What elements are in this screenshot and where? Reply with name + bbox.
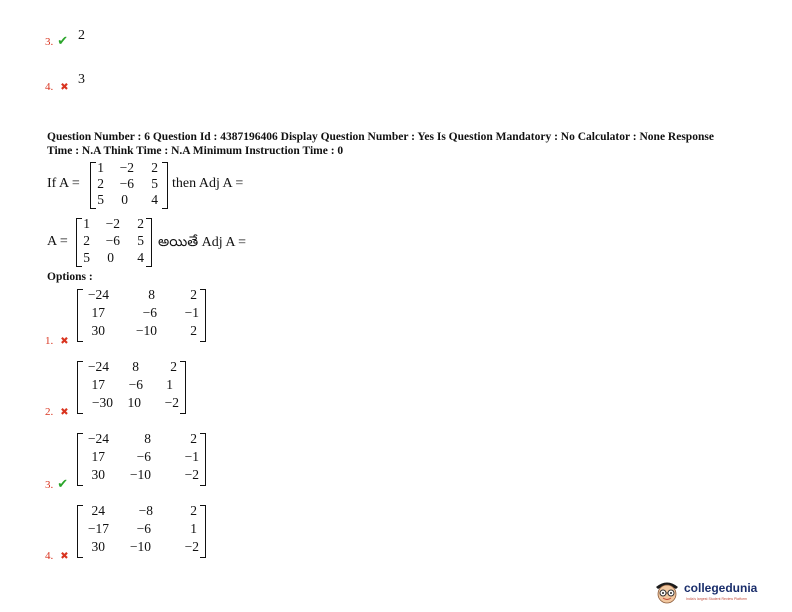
logo-tagline: India's largest Student Review Platform xyxy=(686,597,747,601)
options-label: Options : xyxy=(47,271,93,283)
option-1-matrix[interactable] xyxy=(77,287,207,343)
matrix-cell: −2 xyxy=(164,395,179,410)
matrix-cell: 2 xyxy=(83,233,90,248)
matrix-cell: 17 xyxy=(91,305,105,320)
matrix-cell: 8 xyxy=(132,359,139,374)
matrix-cell: −6 xyxy=(142,305,157,320)
matrix-cell: −6 xyxy=(105,233,120,248)
matrix-cell: −6 xyxy=(128,377,143,392)
option-1-number: 1. xyxy=(45,335,54,347)
option-3-marker xyxy=(45,475,68,493)
prev-option-4 xyxy=(45,77,69,95)
logo-mascot-icon xyxy=(652,578,682,606)
prev-option-3-value: 2 xyxy=(78,28,85,43)
prev-option-4-value: 3 xyxy=(78,72,85,87)
matrix-cell: 0 xyxy=(107,250,114,265)
matrix-cell: 8 xyxy=(144,431,151,446)
cross-icon: ✖ xyxy=(60,82,69,93)
matrix-cell: −17 xyxy=(87,521,109,536)
matrix-cell: 2 xyxy=(190,323,197,338)
matrix-cell: 17 xyxy=(91,377,105,392)
option-3-number: 3. xyxy=(45,479,54,491)
matrix-cell: 30 xyxy=(91,323,105,338)
matrix-cell: 0 xyxy=(121,192,128,207)
option-4-marker xyxy=(45,546,69,564)
matrix-cell: −24 xyxy=(87,431,109,446)
question-te-prefix: A = xyxy=(47,234,68,249)
matrix-cell: −2 xyxy=(105,216,120,231)
option-2-matrix[interactable] xyxy=(77,359,192,415)
matrix-cell: −2 xyxy=(119,160,134,175)
matrix-cell: 5 xyxy=(97,192,104,207)
question-te-suffix: అయితే Adj A = xyxy=(158,235,247,250)
matrix-cell: 30 xyxy=(91,539,105,554)
prev-option-3 xyxy=(45,32,68,50)
matrix-cell: −1 xyxy=(184,449,199,464)
option-1-marker xyxy=(45,331,69,349)
matrix-cell: 1 xyxy=(190,521,197,536)
matrix-cell: 30 xyxy=(91,467,105,482)
matrix-cell: 10 xyxy=(127,395,141,410)
question-en-suffix: then Adj A = xyxy=(172,176,244,191)
check-icon: ✔ xyxy=(57,476,69,491)
matrix-cell: 2 xyxy=(170,359,177,374)
option-4-number: 4. xyxy=(45,550,54,562)
collegedunia-logo xyxy=(652,578,784,606)
option-2-marker xyxy=(45,402,69,420)
question-te-matrix xyxy=(76,216,156,268)
matrix-cell: −6 xyxy=(136,449,151,464)
matrix-cell: −6 xyxy=(136,521,151,536)
matrix-cell: 2 xyxy=(190,287,197,302)
matrix-cell: −8 xyxy=(138,503,153,518)
option-2-number: 2. xyxy=(45,406,54,418)
matrix-cell: −10 xyxy=(129,539,151,554)
prev-option-3-number: 3. xyxy=(45,36,54,48)
matrix-cell: −10 xyxy=(135,323,157,338)
matrix-cell: −30 xyxy=(91,395,113,410)
matrix-cell: −1 xyxy=(184,305,199,320)
matrix-cell: 5 xyxy=(83,250,90,265)
matrix-cell: 2 xyxy=(190,431,197,446)
option-3-matrix[interactable] xyxy=(77,431,207,487)
matrix-cell: 4 xyxy=(151,192,158,207)
logo-name: collegedunia xyxy=(684,581,758,595)
matrix-cell: 2 xyxy=(137,216,144,231)
matrix-cell: −6 xyxy=(119,176,134,191)
matrix-cell: 5 xyxy=(137,233,144,248)
matrix-cell: −24 xyxy=(87,287,109,302)
check-icon: ✔ xyxy=(57,33,69,48)
matrix-cell: 2 xyxy=(151,160,158,175)
question-meta-line1: Question Number : 6 Question Id : 4387196406 Display Question Number : Yes Is Question Mandatory : No Calculator : None Response xyxy=(47,131,714,143)
prev-option-4-number: 4. xyxy=(45,81,54,93)
matrix-cell: 1 xyxy=(166,377,173,392)
matrix-cell: 8 xyxy=(148,287,155,302)
matrix-cell: −2 xyxy=(184,467,199,482)
matrix-cell: 5 xyxy=(151,176,158,191)
option-4-matrix[interactable] xyxy=(77,503,207,559)
matrix-cell: 17 xyxy=(91,449,105,464)
question-en-matrix xyxy=(90,160,170,210)
matrix-cell: 4 xyxy=(137,250,144,265)
matrix-cell: −24 xyxy=(87,359,109,374)
matrix-cell: −2 xyxy=(184,539,199,554)
cross-icon: ✖ xyxy=(60,336,69,347)
question-meta-line2: Time : N.A Think Time : N.A Minimum Instruction Time : 0 xyxy=(47,145,344,157)
matrix-cell: 1 xyxy=(83,216,90,231)
matrix-cell: 24 xyxy=(91,503,105,518)
matrix-cell: 2 xyxy=(97,176,104,191)
cross-icon: ✖ xyxy=(60,551,69,562)
matrix-cell: −10 xyxy=(129,467,151,482)
question-en-prefix: If A = xyxy=(47,176,80,191)
matrix-cell: 2 xyxy=(190,503,197,518)
cross-icon: ✖ xyxy=(60,407,69,418)
matrix-cell: 1 xyxy=(97,160,104,175)
